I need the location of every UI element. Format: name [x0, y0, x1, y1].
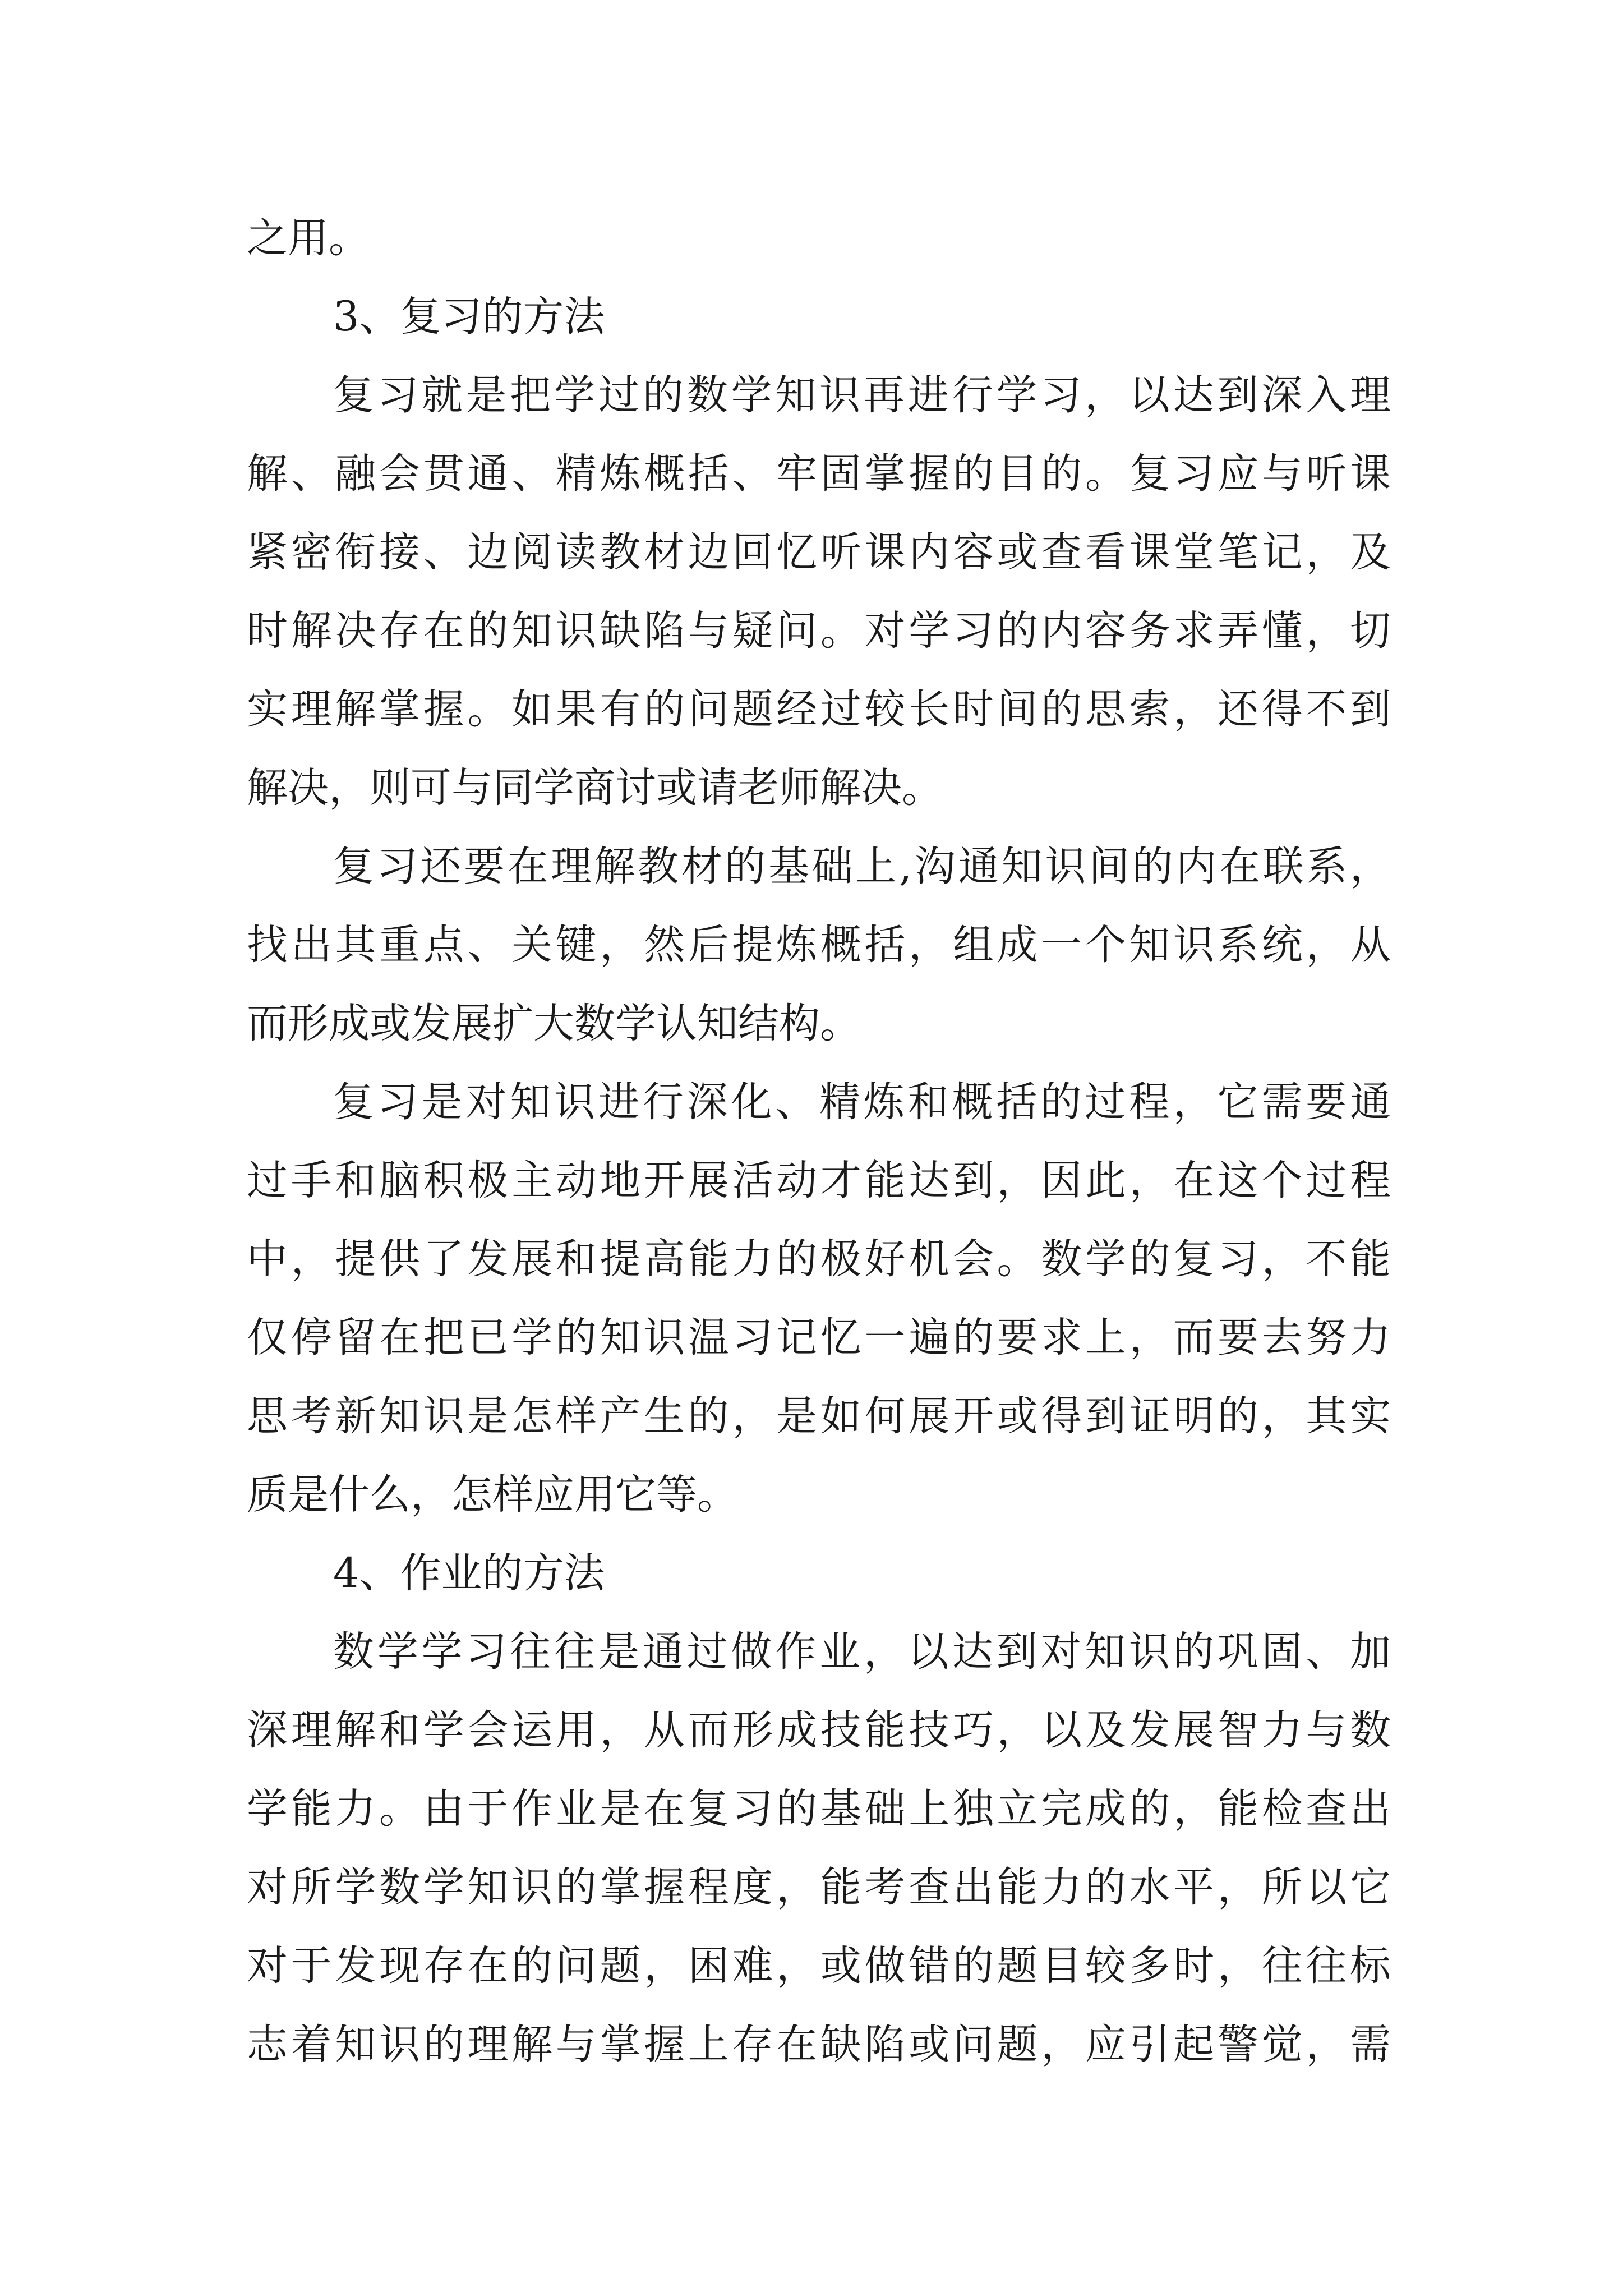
text-line: 过手和脑积极主动地开展活动才能达到，因此，在这个过程	[247, 1157, 1391, 1204]
section-heading: 4、作业的方法	[333, 1549, 605, 1597]
text-line: 时解决存在的知识缺陷与疑问。对学习的内容务求弄懂，切	[247, 607, 1391, 655]
text-line: 深理解和学会运用，从而形成技能技巧，以及发展智力与数	[247, 1706, 1391, 1754]
text-line: 紧密衔接、边阅读教材边回忆听课内容或查看课堂笔记，及	[247, 528, 1391, 576]
text-line: 实理解掌握。如果有的问题经过较长时间的思索，还得不到	[247, 685, 1391, 733]
paragraph-first-line: 数学学习往往是通过做作业，以达到对知识的巩固、加	[333, 1628, 1391, 1676]
text-line: 志着知识的理解与掌握上存在缺陷或问题，应引起警觉，需	[247, 2021, 1391, 2068]
text-line: 思考新知识是怎样产生的，是如何展开或得到证明的，其实	[247, 1392, 1391, 1440]
text-line: 解、融会贯通、精炼概括、牢固掌握的目的。复习应与听课	[247, 450, 1391, 498]
paragraph-first-line: 复习就是把学过的数学知识再进行学习，以达到深入理	[333, 371, 1391, 419]
section-heading: 3、复习的方法	[333, 293, 605, 341]
text-line: 解决，则可与同学商讨或请老师解决。	[247, 764, 943, 812]
paragraph-first-line: 复习是对知识进行深化、精炼和概括的过程，它需要通	[333, 1078, 1391, 1126]
text-line: 仅停留在把已学的知识温习记忆一遍的要求上，而要去努力	[247, 1314, 1391, 1361]
text-line: 质是什么，怎样应用它等。	[247, 1471, 738, 1519]
text-line: 而形成或发展扩大数学认知结构。	[247, 1000, 861, 1047]
paragraph-first-line: 复习还要在理解教材的基础上,沟通知识间的内在联系，	[333, 843, 1391, 890]
text-line: 找出其重点、关键，然后提炼概括，组成一个知识系统，从	[247, 921, 1391, 969]
text-line: 对所学数学知识的掌握程度，能考查出能力的水平，所以它	[247, 1864, 1391, 1911]
text-line: 对于发现存在的问题，困难，或做错的题目较多时，往往标	[247, 1942, 1391, 1990]
text-line: 中，提供了发展和提高能力的极好机会。数学的复习，不能	[247, 1235, 1391, 1283]
text-line: 学能力。由于作业是在复习的基础上独立完成的，能检查出	[247, 1785, 1391, 1833]
text-line: 之用。	[247, 214, 370, 262]
